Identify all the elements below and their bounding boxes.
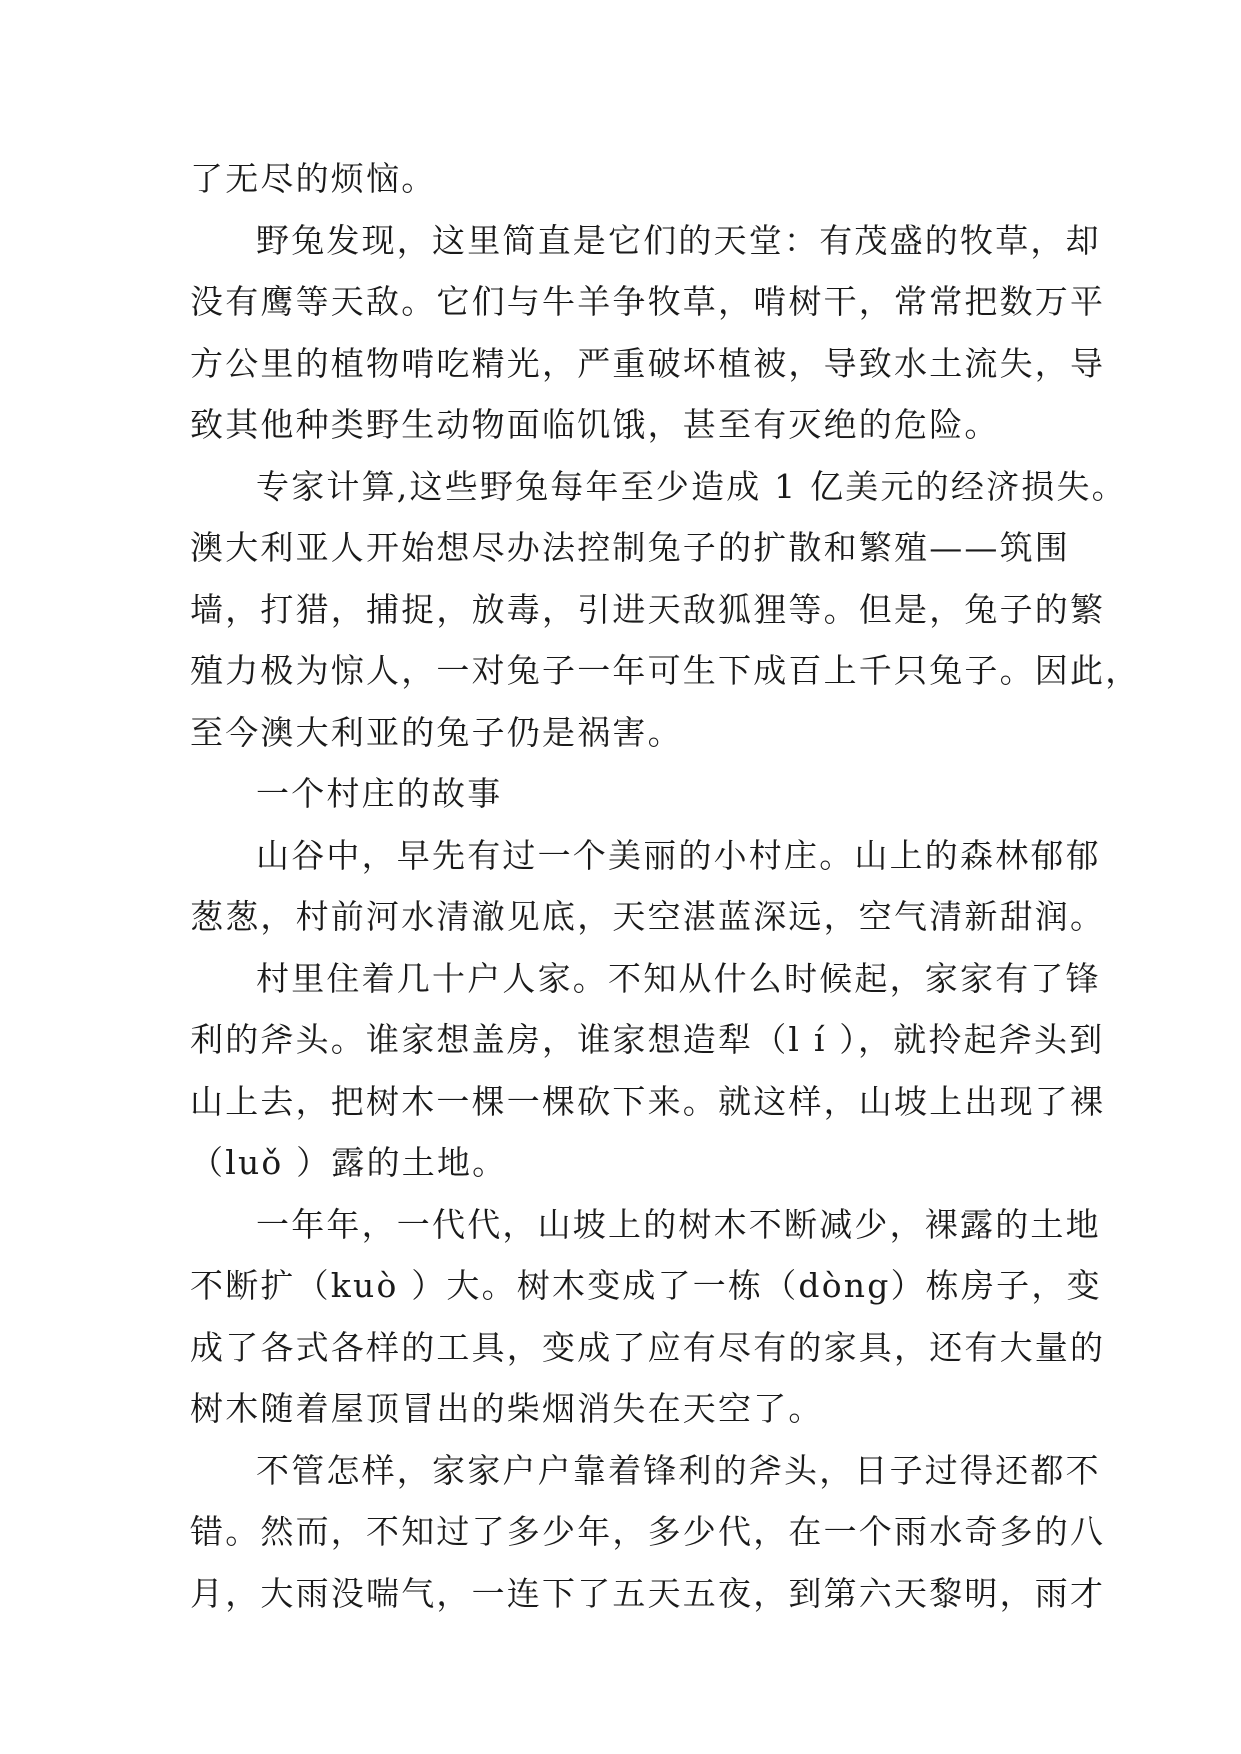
text-line: 方公里的植物啃吃精光，严重破坏植被，导致水土流失，导 [190, 343, 1106, 383]
text-line: 专家计算,这些野兔每年至少造成 1 亿美元的经济损失。 [256, 466, 1127, 506]
text-line: 不断扩（kuò ）大。树木变成了一栋（dòng）栋房子，变 [190, 1266, 1102, 1305]
text-line: 利的斧头。谁家想盖房，谁家想造犁（l í ），就拎起斧头到 [190, 1020, 1105, 1059]
text-line: 葱葱，村前河水清澈见底，天空湛蓝深远，空气清新甜润。 [190, 897, 1106, 936]
text-line: 错。然而，不知过了多少年，多少代，在一个雨水奇多的八 [190, 1512, 1106, 1551]
text-line: 墙，打猎，捕捉，放毒，引进天敌狐狸等。但是，兔子的繁 [190, 589, 1106, 629]
text-line: 不管怎样，家家户户靠着锋利的斧头，日子过得还都不 [256, 1450, 1101, 1490]
text-line: 没有鹰等天敌。它们与牛羊争牧草，啃树干，常常把数万平 [190, 282, 1106, 321]
text-line: 树木随着屋顶冒出的柴烟消失在天空了。 [190, 1389, 824, 1428]
text-line: 野兔发现，这里简直是它们的天堂：有茂盛的牧草，却 [256, 220, 1101, 260]
text-line: 月，大雨没喘气，一连下了五天五夜，到第六天黎明，雨才 [190, 1573, 1106, 1613]
text-line: 致其他种类野生动物面临饥饿，甚至有灭绝的危险。 [190, 405, 1000, 444]
text-line: 山谷中，早先有过一个美丽的小村庄。山上的森林郁郁 [256, 835, 1101, 875]
text-line: 一个村庄的故事 [256, 774, 503, 813]
text-line: 澳大利亚人开始想尽办法控制兔子的扩散和繁殖——筑围 [190, 528, 1070, 567]
text-line: 村里住着几十户人家。不知从什么时候起，家家有了锋 [256, 958, 1101, 998]
text-line: （luǒ ）露的土地。 [190, 1143, 508, 1182]
text-line: 殖力极为惊人，一对兔子一年可生下成百上千只兔子。因此， [190, 651, 1141, 690]
text-line: 了无尽的烦恼。 [190, 159, 437, 198]
text-line: 至今澳大利亚的兔子仍是祸害。 [190, 712, 683, 752]
text-line: 一年年，一代代，山坡上的树木不断减少，裸露的土地 [256, 1204, 1101, 1244]
text-line: 山上去，把树木一棵一棵砍下来。就这样，山坡上出现了裸 [190, 1081, 1106, 1121]
body-text [190, 148, 1141, 1624]
text-line: 成了各式各样的工具，变成了应有尽有的家具，还有大量的 [190, 1327, 1106, 1367]
